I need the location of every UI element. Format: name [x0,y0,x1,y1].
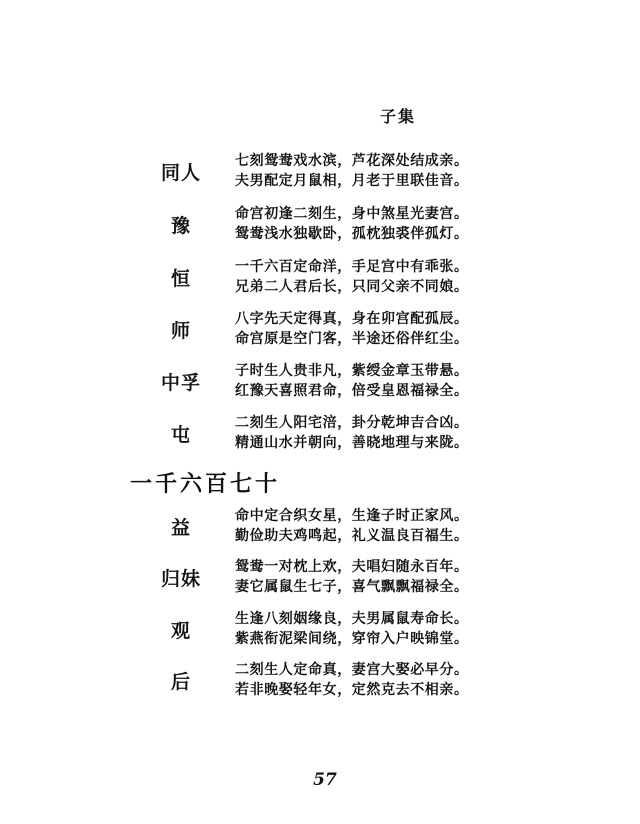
verse-line-1: 鸳鸯一对枕上欢，夫唱妇随永百年。 [235,559,469,575]
verse-line-2: 命宫原是空门客，半途还俗伴红尘。 [235,331,469,347]
hexagram-name: 师 [170,320,191,342]
verse-line-2: 紫燕衔泥梁间绕，穿帘入户映锦堂。 [235,631,469,647]
verse-line-1: 生逢八刻姻缘良，夫男属鼠寿命长。 [235,611,469,627]
hexagram-name: 同人 [160,162,201,184]
hexagram-entry [0,661,640,701]
verse-line-1: 子时生人贵非凡，紫绶金章玉带悬。 [235,363,469,379]
verse-line-2: 妻它属鼠生七子，喜气飘飘福禄全。 [235,579,469,595]
hexagram-entry [0,558,640,598]
hexagram-name: 豫 [170,215,191,237]
verse-line-2: 若非晚娶轻年女，定然克去不相亲。 [235,682,469,698]
verse-line-1: 八字先天定得真，身在卯宫配孤辰。 [235,311,469,327]
hexagram-entry [0,205,640,245]
verse-line-1: 一千六百定命洋，手足宫中有乖张。 [235,259,469,275]
hexagram-name: 观 [170,620,191,642]
verse-line-1: 七刻鸳鸯戏水滨，芦花深处结成亲。 [235,153,469,169]
verse-line-1: 命宫初逢二刻生，身中煞星光妻宫。 [235,206,469,222]
hexagram-name: 中孚 [160,372,201,394]
verse-line-1: 二刻生人定命真，妻宫大娶必早分。 [235,662,469,678]
verse-line-2: 精通山水并朝向，善晓地理与来陇。 [235,435,469,451]
hexagram-entry [0,362,640,402]
hexagram-name: 恒 [170,268,191,290]
verse-line-2: 红豫天喜照君命，倍受皇恩福禄全。 [235,383,469,399]
page-header: 子集 [380,107,417,126]
verse-line-1: 二刻生人阳宅涪，卦分乾坤吉合凶。 [235,415,469,431]
hexagram-name: 归妹 [160,568,201,590]
hexagram-entry [0,507,640,547]
verse-line-2: 勤俭助夫鸡鸣起，礼义温良百福生。 [235,528,469,544]
verse-line-2: 夫男配定月鼠相，月老于里联佳音。 [235,173,469,189]
section-title: 一千六百七十 [130,471,281,497]
hexagram-entry [0,610,640,650]
hexagram-entry [0,414,640,454]
verse-line-2: 鸳鸯浅水独歇卧，孤枕独裘伴孤灯。 [235,226,469,242]
hexagram-name: 益 [170,517,191,539]
hexagram-entry [0,258,640,298]
verse-line-1: 命中定合织女星，生逢子时正家风。 [235,508,469,524]
hexagram-entry [0,310,640,350]
page-number: 57 [313,770,337,790]
hexagram-name: 后 [170,671,191,693]
hexagram-name: 屯 [170,424,191,446]
hexagram-entry [0,152,640,192]
verse-line-2: 兄弟二人君后长，只同父亲不同娘。 [235,279,469,295]
